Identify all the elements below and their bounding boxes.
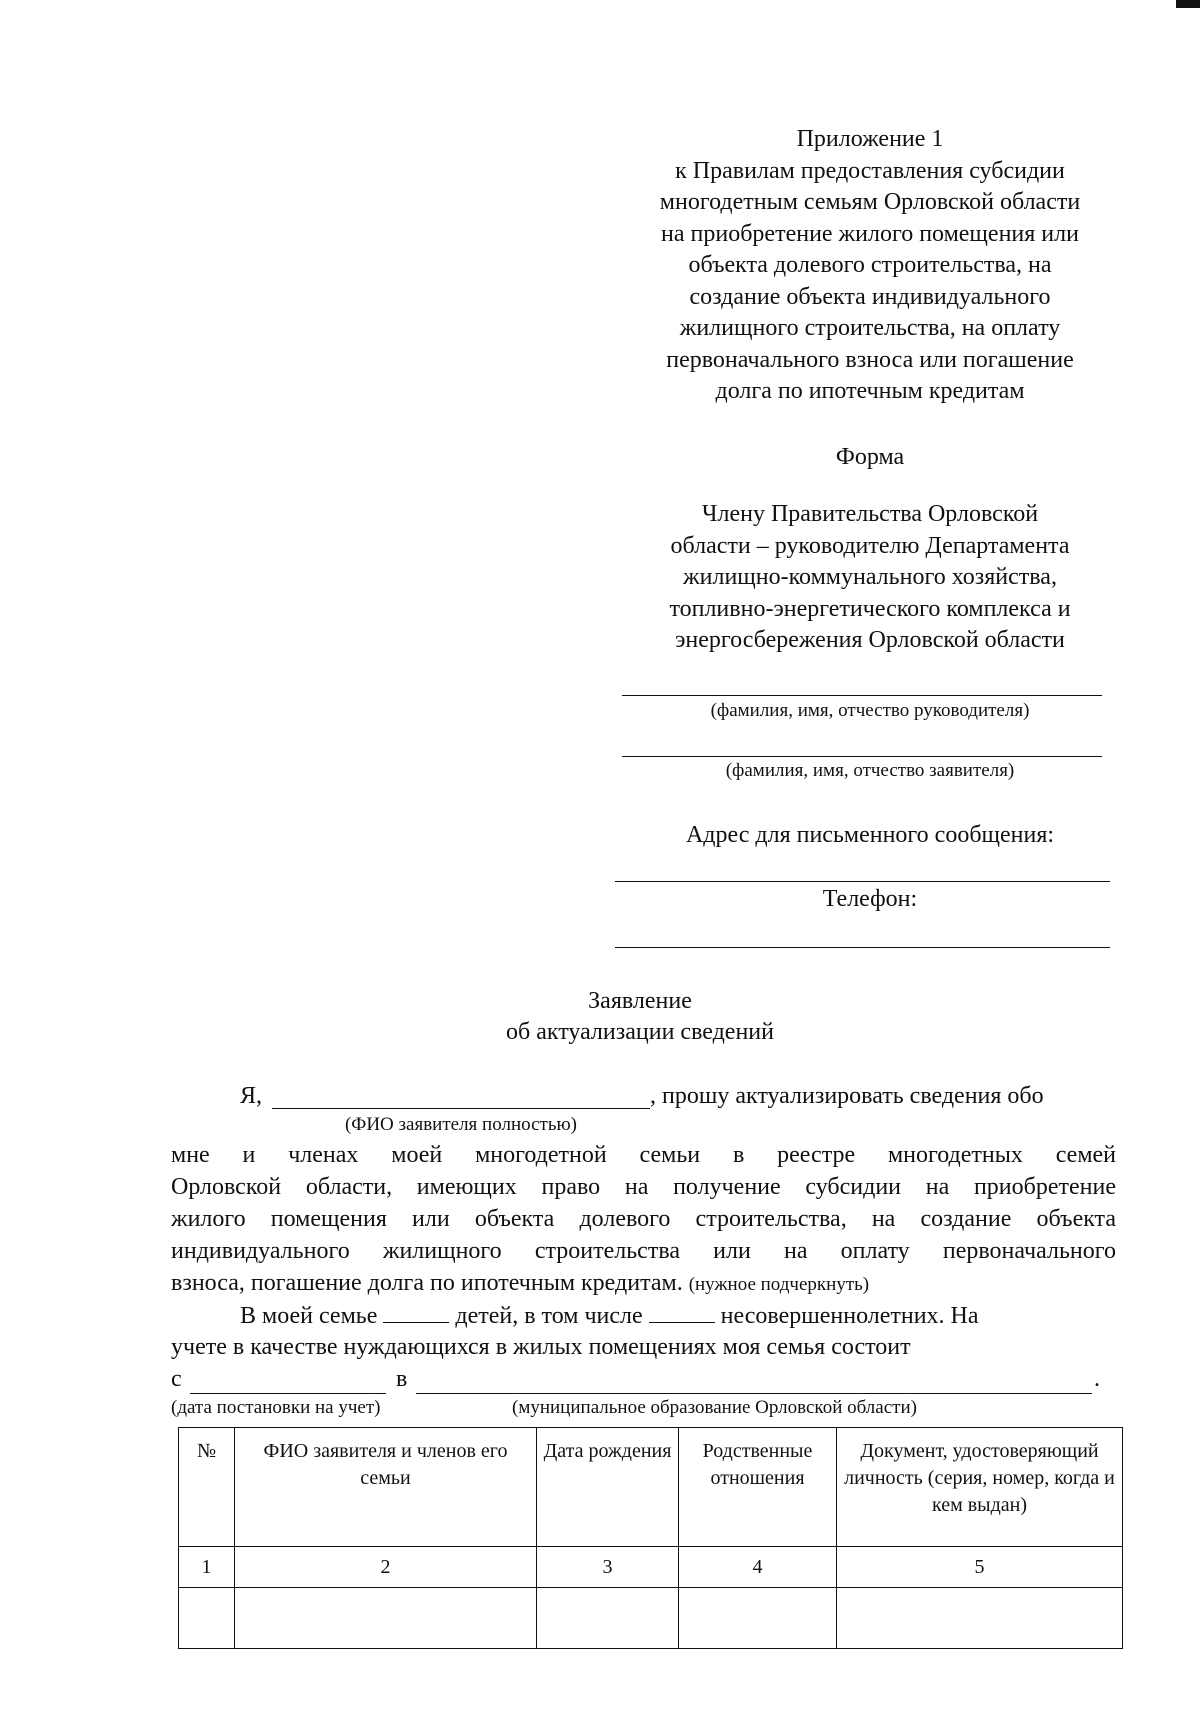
body-request: , прошу актуализировать сведения обо xyxy=(650,1083,1044,1109)
title-line: об актуализации сведений xyxy=(506,1019,774,1045)
table-number-row xyxy=(179,1547,1123,1588)
table-cell[interactable] xyxy=(537,1588,679,1649)
family-members-table xyxy=(178,1427,1123,1649)
appendix-line: объекта долевого строительства, на xyxy=(688,252,1052,278)
table-number-cell: 5 xyxy=(837,1547,1123,1588)
appendix-line: первоначального взноса или погашение xyxy=(666,346,1074,373)
underline-note: (нужное подчеркнуть) xyxy=(688,1274,870,1295)
family-text-2: детей, в том числе xyxy=(455,1303,643,1329)
addressee-line: энергосбережения Орловской области xyxy=(675,627,1065,653)
minors-count-field[interactable] xyxy=(649,1302,715,1323)
family-text-3: несовершеннолетних. На xyxy=(720,1303,979,1329)
title-line: Заявление xyxy=(588,988,692,1014)
in-label: в xyxy=(396,1366,408,1392)
phone-field[interactable] xyxy=(615,947,1110,948)
date-caption: (дата постановки на учет) xyxy=(171,1397,381,1418)
appendix-line: на приобретение жилого помещения или xyxy=(661,220,1079,247)
table-header-cell: ФИО заявителя и членов его семьи xyxy=(235,1428,537,1547)
family-line xyxy=(240,1302,979,1330)
applicant-name-field[interactable] xyxy=(622,756,1102,757)
applicant-name-caption: (фамилия, имя, отчество заявителя) xyxy=(725,760,1015,781)
table-header-row xyxy=(179,1428,1123,1547)
family-text-1: В моей семье xyxy=(240,1303,378,1329)
appendix-line: долга по ипотечным кредитам xyxy=(715,378,1025,404)
phone-label: Телефон: xyxy=(822,886,918,912)
address-field[interactable] xyxy=(615,881,1110,882)
head-name-field[interactable] xyxy=(622,695,1102,696)
appendix-line: к Правилам предоставления субсидии xyxy=(675,157,1065,184)
period: . xyxy=(1094,1366,1100,1392)
form-label: Форма xyxy=(835,444,905,470)
head-name-caption: (фамилия, имя, отчество руководителя) xyxy=(710,700,1030,721)
body-line-last-text: взноса, погашение долга по ипотечным кредитам. xyxy=(171,1270,683,1296)
table-cell[interactable] xyxy=(679,1588,837,1649)
table-cell[interactable] xyxy=(837,1588,1123,1649)
body-ya: Я, xyxy=(240,1083,263,1109)
children-count-field[interactable] xyxy=(383,1302,449,1323)
table-cell[interactable] xyxy=(179,1588,235,1649)
address-label: Адрес для письменного сообщения: xyxy=(685,822,1055,848)
appendix-line: Приложение 1 xyxy=(796,126,944,152)
addressee-line: Члену Правительства Орловской xyxy=(701,501,1039,527)
table-number-cell: 2 xyxy=(235,1547,537,1588)
registry-line: учете в качестве нуждающихся в жилых помещениях моя семья состоит xyxy=(171,1334,911,1360)
addressee-block xyxy=(600,499,1140,657)
since-label: с xyxy=(171,1366,182,1392)
table-header-cell: Родственные отношения xyxy=(679,1428,837,1547)
appendix-line: создание объекта индивидуального xyxy=(689,283,1051,310)
body-line: мне и членах моей многодетной семьи в реестре многодетных семей xyxy=(171,1142,1116,1168)
municipality-field[interactable] xyxy=(416,1393,1092,1394)
table-number-cell: 1 xyxy=(179,1547,235,1588)
body-line-last xyxy=(171,1270,869,1297)
applicant-fio-field[interactable] xyxy=(272,1108,650,1109)
table-header-cell: № xyxy=(179,1428,235,1547)
addressee-line: жилищно-коммунального хозяйства, xyxy=(683,564,1057,590)
table-row xyxy=(179,1588,1123,1649)
appendix-line: многодетным семьям Орловской области xyxy=(659,189,1081,215)
body-line: индивидуального жилищного строительства или на оплату первоначального xyxy=(171,1238,1116,1264)
document-title xyxy=(340,986,940,1048)
body-line: Орловской области, имеющих право на получение субсидии на приобретение xyxy=(171,1174,1116,1200)
fio-caption: (ФИО заявителя полностью) xyxy=(344,1114,578,1135)
table-number-cell: 3 xyxy=(537,1547,679,1588)
appendix-header xyxy=(600,124,1140,408)
table-header-cell: Дата рождения xyxy=(537,1428,679,1547)
municipality-caption: (муниципальное образование Орловской области) xyxy=(512,1397,917,1418)
addressee-line: области – руководителю Департамента xyxy=(670,532,1070,559)
registration-date-field[interactable] xyxy=(190,1393,386,1394)
table-number-cell: 4 xyxy=(679,1547,837,1588)
appendix-line: жилищного строительства, на оплату xyxy=(679,315,1061,341)
body-line: жилого помещения или объекта долевого строительства, на создание объекта xyxy=(171,1206,1116,1232)
table-header-cell: Документ, удостоверяющий личность (серия, номер, когда и кем выдан) xyxy=(837,1428,1123,1547)
table-cell[interactable] xyxy=(235,1588,537,1649)
scan-corner-mark xyxy=(1176,0,1200,8)
addressee-line: топливно-энергетического комплекса и xyxy=(669,595,1071,622)
